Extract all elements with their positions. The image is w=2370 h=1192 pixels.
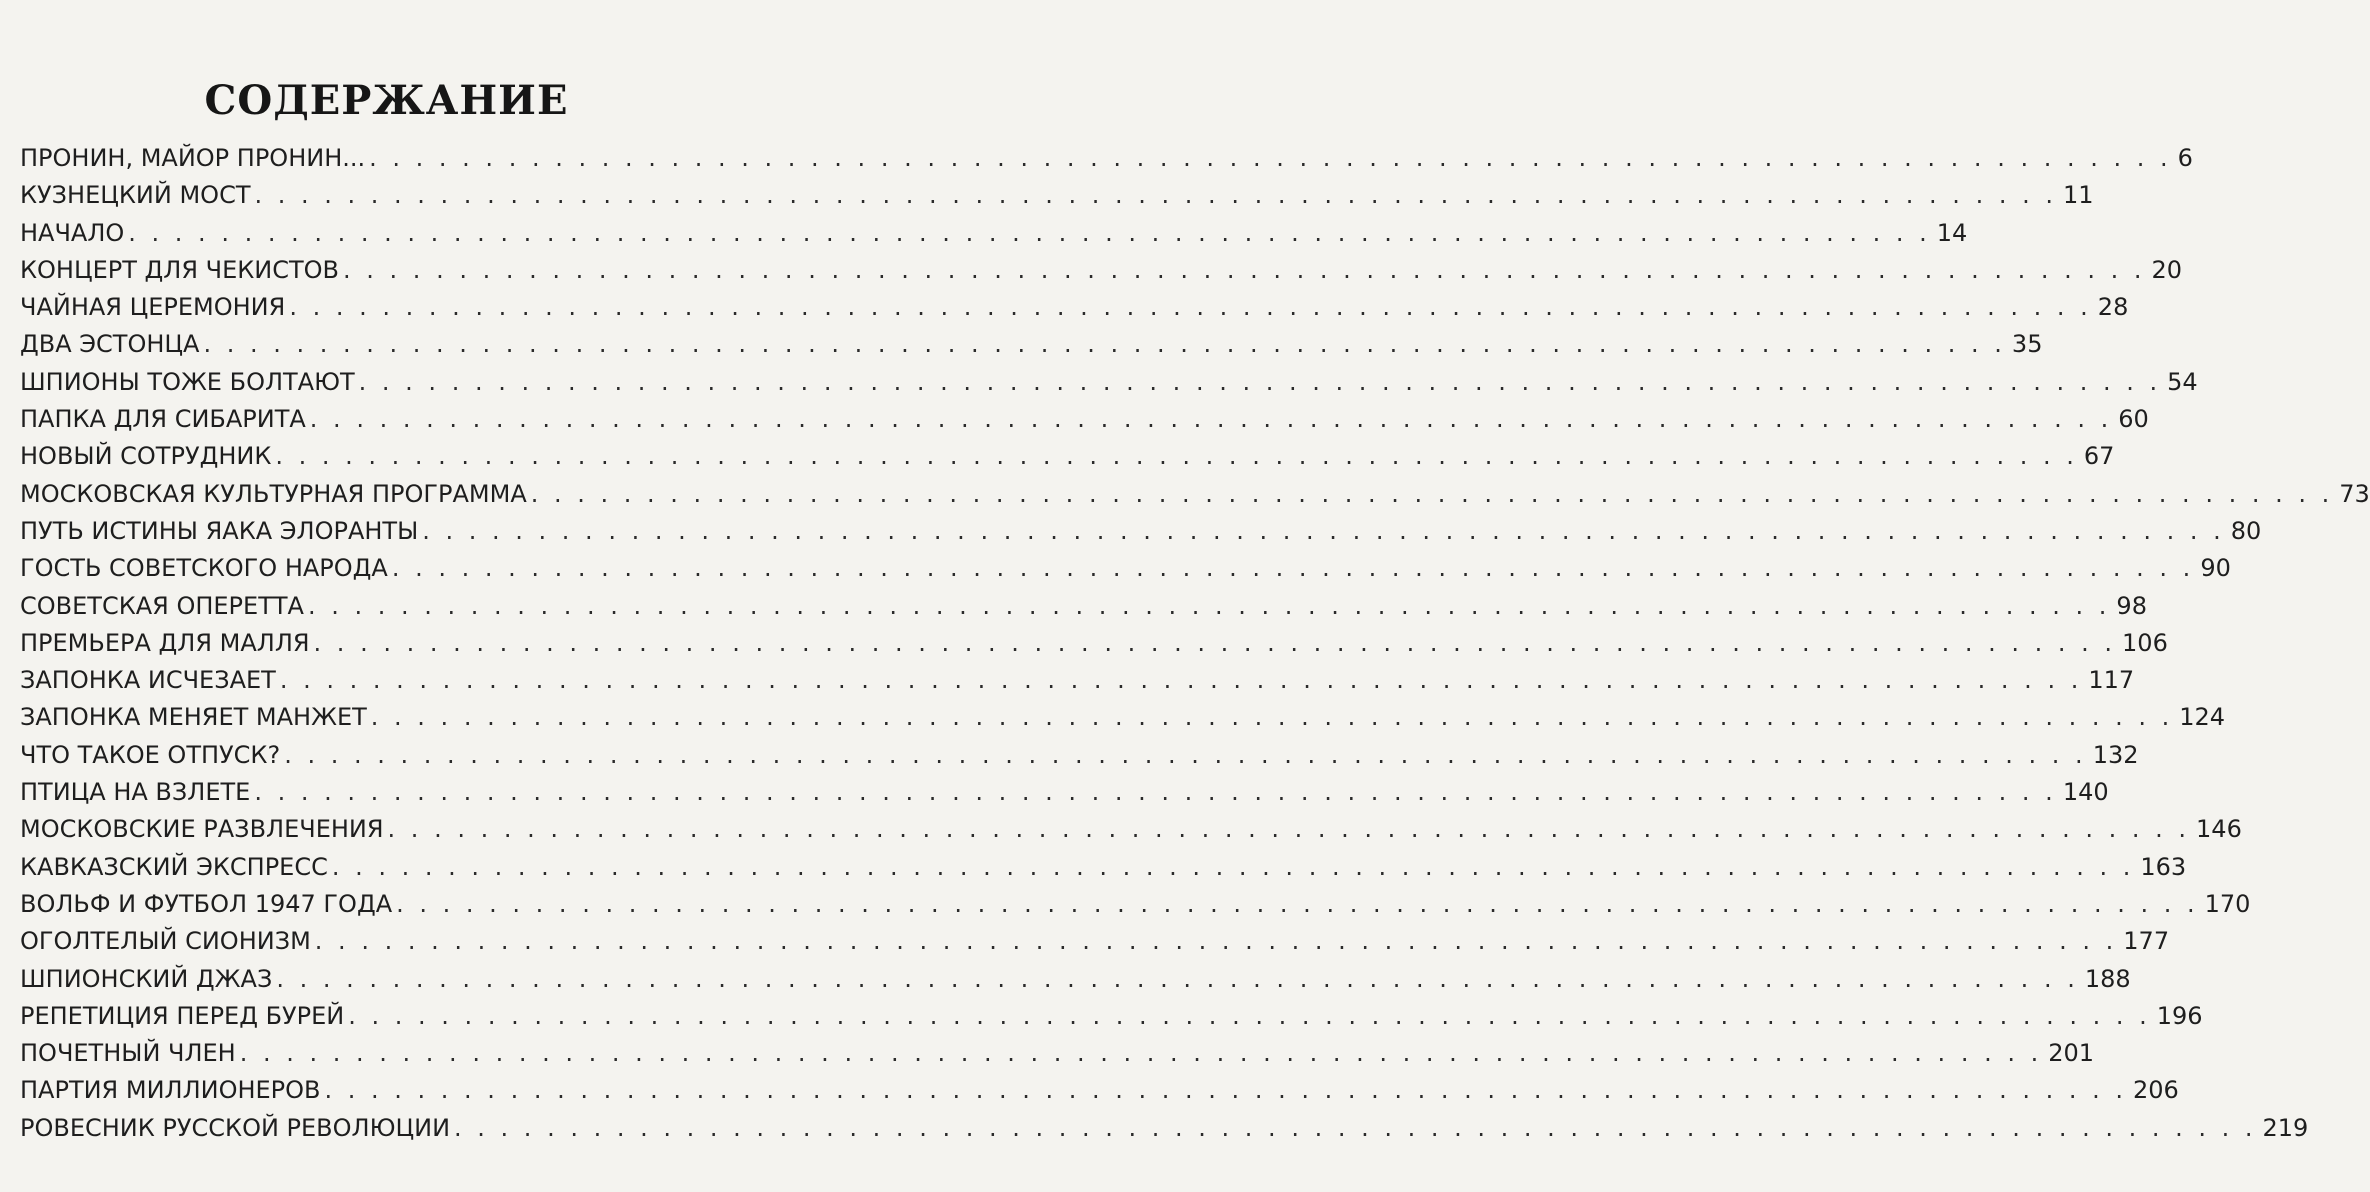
toc-dot-leader (128, 215, 1930, 252)
toc-entry[interactable] (20, 438, 2115, 475)
toc-dot-leader (284, 737, 2086, 774)
toc-dot-leader (240, 1035, 2042, 1072)
toc-entry-page-number: 80 (2230, 516, 2262, 545)
toc-dot-leader (315, 923, 2117, 960)
toc-entry-title: КАВКАЗСКИЙ ЭКСПРЕСС (20, 852, 328, 881)
toc-entry-page-number: 196 (2156, 1001, 2203, 1030)
toc-entry[interactable] (20, 252, 2183, 289)
toc-entry-page-number: 132 (2092, 740, 2139, 769)
toc-dot-leader (325, 1072, 2127, 1109)
toc-entry-title: ВОЛЬФ И ФУТБОЛ 1947 ГОДА (20, 889, 393, 918)
toc-dot-leader (276, 961, 2078, 998)
toc-entry-title: ПОЧЕТНЫЙ ЧЛЕН (20, 1039, 236, 1068)
toc-dot-leader (203, 326, 2005, 363)
toc-entry-title: МОСКОВСКАЯ КУЛЬТУРНАЯ ПРОГРАММА (20, 479, 527, 508)
toc-entry-title: ПТИЦА НА ВЗЛЕТЕ (20, 778, 251, 807)
toc-entry-title: ДВА ЭСТОНЦА (20, 330, 200, 359)
toc-dot-leader (310, 401, 2112, 438)
toc-entry[interactable] (20, 476, 2370, 513)
toc-entry-page-number: 35 (2011, 330, 2043, 359)
table-of-contents (20, 140, 2370, 1147)
toc-entry-title: РЕПЕТИЦИЯ ПЕРЕД БУРЕЙ (20, 1001, 345, 1030)
toc-dot-leader (254, 177, 2056, 214)
toc-entry[interactable] (20, 177, 2094, 214)
toc-entry[interactable] (20, 513, 2262, 550)
toc-entry[interactable] (20, 923, 2170, 960)
toc-entry-title: ЧТО ТАКОЕ ОТПУСК? (20, 740, 281, 769)
toc-entry[interactable] (20, 401, 2149, 438)
toc-entry-page-number: 163 (2140, 852, 2187, 881)
toc-entry-page-number: 170 (2204, 889, 2251, 918)
toc-entry-title: ЗАПОНКА ИСЧЕЗАЕТ (20, 666, 276, 695)
toc-entry-title: ПАРТИЯ МИЛЛИОНЕРОВ (20, 1076, 321, 1105)
toc-entry[interactable] (20, 662, 2135, 699)
toc-dot-leader (275, 438, 2077, 475)
toc-entry[interactable] (20, 625, 2168, 662)
toc-entry[interactable] (20, 1072, 2179, 1109)
toc-dot-leader (289, 289, 2091, 326)
toc-entry[interactable] (20, 1035, 2095, 1072)
toc-dot-leader (388, 811, 2190, 848)
toc-entry[interactable] (20, 886, 2251, 923)
toc-dot-leader (348, 998, 2150, 1035)
toc-entry[interactable] (20, 849, 2187, 886)
toc-dot-leader (392, 550, 2194, 587)
toc-dot-leader (343, 252, 2145, 289)
toc-dot-leader (422, 513, 2224, 550)
toc-entry-title: ГОСТЬ СОВЕТСКОГО НАРОДА (20, 554, 388, 583)
toc-entry[interactable] (20, 699, 2226, 736)
toc-dot-leader (396, 886, 2198, 923)
toc-dot-leader (371, 699, 2173, 736)
toc-dot-leader (359, 364, 2161, 401)
toc-entry-page-number: 117 (2088, 666, 2135, 695)
toc-entry-page-number: 90 (2200, 554, 2231, 583)
toc-entry[interactable] (20, 364, 2198, 401)
toc-entry[interactable] (20, 961, 2131, 998)
toc-entry-page-number: 54 (2167, 367, 2198, 396)
toc-entry-page-number: 11 (2062, 181, 2094, 210)
toc-entry-title: ШПИОНЫ ТОЖЕ БОЛТАЮТ (20, 367, 355, 396)
toc-entry-page-number: 73 (2339, 479, 2370, 508)
toc-entry-page-number: 28 (2097, 293, 2129, 322)
toc-entry[interactable] (20, 998, 2203, 1035)
toc-dot-leader (254, 774, 2056, 811)
toc-entry-page-number: 20 (2151, 255, 2183, 284)
toc-entry-title: НОВЫЙ СОТРУДНИК (20, 442, 272, 471)
toc-entry[interactable] (20, 215, 1968, 252)
toc-dot-leader (314, 625, 2116, 662)
toc-entry[interactable] (20, 588, 2147, 625)
toc-dot-leader (531, 476, 2333, 513)
toc-entry-page-number: 6 (2177, 144, 2193, 172)
toc-entry-page-number: 60 (2118, 405, 2149, 434)
toc-entry[interactable] (20, 289, 2129, 326)
page-title: СОДЕРЖАНИЕ (204, 76, 569, 124)
toc-entry-page-number: 67 (2083, 442, 2115, 471)
toc-entry[interactable] (20, 737, 2139, 774)
toc-entry-title: ПРЕМЬЕРА ДЛЯ МАЛЛЯ (20, 628, 310, 657)
toc-entry-title: ЧАЙНАЯ ЦЕРЕМОНИЯ (20, 293, 286, 322)
toc-entry-page-number: 124 (2179, 703, 2226, 732)
toc-entry-page-number: 177 (2123, 927, 2170, 956)
toc-entry-title: КУЗНЕЦКИЙ МОСТ (20, 181, 251, 210)
toc-dot-leader (369, 140, 2171, 177)
toc-entry-title: ШПИОНСКИЙ ДЖАЗ (20, 964, 273, 993)
toc-entry-page-number: 206 (2132, 1076, 2179, 1105)
toc-entry-title: СОВЕТСКАЯ ОПЕРЕТТА (20, 591, 304, 620)
toc-entry-title: НАЧАЛО (20, 218, 125, 247)
toc-entry-page-number: 188 (2084, 964, 2131, 993)
toc-entry-page-number: 219 (2262, 1113, 2309, 1142)
toc-dot-leader (308, 588, 2110, 625)
toc-entry-page-number: 201 (2048, 1039, 2095, 1068)
toc-entry-page-number: 146 (2196, 815, 2242, 844)
toc-dot-leader (454, 1110, 2256, 1147)
toc-entry-title: ПАПКА ДЛЯ СИБАРИТА (20, 405, 306, 434)
toc-entry-page-number: 98 (2116, 591, 2147, 620)
toc-dot-leader (332, 849, 2134, 886)
toc-dot-leader (280, 662, 2082, 699)
toc-entry[interactable] (20, 326, 2043, 363)
toc-entry-title: КОНЦЕРТ ДЛЯ ЧЕКИСТОВ (20, 255, 340, 284)
toc-entry-title: МОСКОВСКИЕ РАЗВЛЕЧЕНИЯ (20, 815, 384, 844)
toc-entry[interactable] (20, 811, 2242, 848)
toc-entry-page-number: 140 (2062, 778, 2109, 807)
toc-entry-page-number: 106 (2122, 628, 2168, 657)
toc-entry[interactable] (20, 774, 2109, 811)
toc-entry-title: ЗАПОНКА МЕНЯЕТ МАНЖЕТ (20, 703, 367, 732)
toc-entry[interactable] (20, 1110, 2309, 1147)
toc-entry-title: ПУТЬ ИСТИНЫ ЯАКА ЭЛОРАНТЫ (20, 516, 419, 545)
toc-entry-title: ОГОЛТЕЛЫЙ СИОНИЗМ (20, 927, 311, 956)
toc-entry[interactable] (20, 140, 2193, 177)
toc-entry-page-number: 14 (1936, 218, 1968, 247)
toc-entry[interactable] (20, 550, 2231, 587)
toc-entry-title: РОВЕСНИК РУССКОЙ РЕВОЛЮЦИИ (20, 1113, 451, 1142)
toc-entry-title: ПРОНИН, МАЙОР ПРОНИН... (20, 144, 366, 172)
